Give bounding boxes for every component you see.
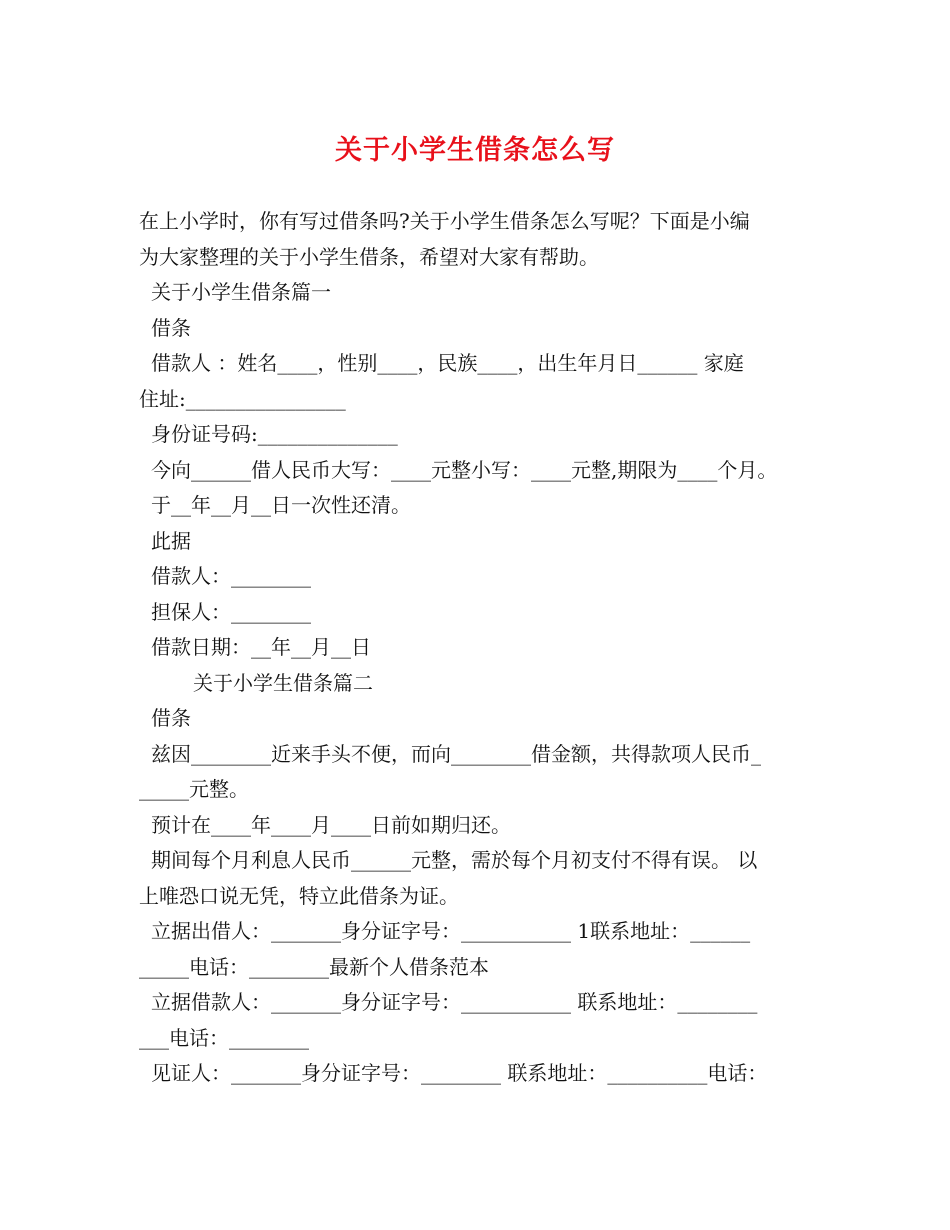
intro-line-2: 为大家整理的关于小学生借条，希望对大家有帮助。 [139, 245, 599, 269]
reason-line-2: _____元整。 [139, 777, 249, 801]
intro-line-1: 在上小学时，你有写过借条吗?关于小学生借条怎么写呢？下面是小编 [139, 209, 750, 233]
hereby-line: 此据 [151, 529, 191, 553]
witness-line: 见证人：_______身分证字号：________ 联系地址：__________电话： [151, 1061, 768, 1085]
repay-date-line: 于__年__月__日一次性还清。 [151, 493, 411, 517]
address-line: 住址:________________ [139, 387, 346, 411]
id-number-line: 身份证号码:______________ [151, 422, 398, 446]
lender-line-2: _____电话：________最新个人借条范本 [139, 955, 489, 979]
borrower-info-line: 借款人 ：姓名____，性别____，民族____，出生年月日______ 家庭 [151, 351, 744, 375]
note-heading-2: 借条 [151, 706, 191, 730]
return-date-line: 预计在____年____月____日前如期归还。 [151, 813, 511, 837]
document-title: 关于小学生借条怎么写 [335, 135, 615, 166]
reason-line-1: 兹因________近来手头不便，而向________借金额，共得款项人民币_ [151, 742, 761, 766]
guarantor-sign-line: 担保人：________ [151, 600, 311, 624]
borrower-sign-line: 借款人：________ [151, 564, 311, 588]
borrower-line-1: 立据借款人：_______身分证字号：___________ 联系地址：________ [151, 990, 758, 1014]
loan-date-line: 借款日期：__年__月__日 [151, 635, 371, 659]
section-heading-2: 关于小学生借条篇二 [193, 671, 373, 695]
interest-line-1: 期间每个月利息人民币______元整，需於每个月初支付不得有误。 以 [151, 848, 758, 872]
loan-amount-line: 今向______借人民币大写：____元整小写：____元整,期限为____个月。 [151, 458, 778, 482]
note-heading-1: 借条 [151, 316, 191, 340]
section-heading-1: 关于小学生借条篇一 [151, 280, 331, 304]
interest-line-2: 上唯恐口说无凭，特立此借条为证。 [139, 884, 459, 908]
borrower-line-2: ___电话：________ [139, 1026, 309, 1050]
lender-line-1: 立据出借人：_______身分证字号：___________ 1联系地址：______ [151, 919, 751, 943]
